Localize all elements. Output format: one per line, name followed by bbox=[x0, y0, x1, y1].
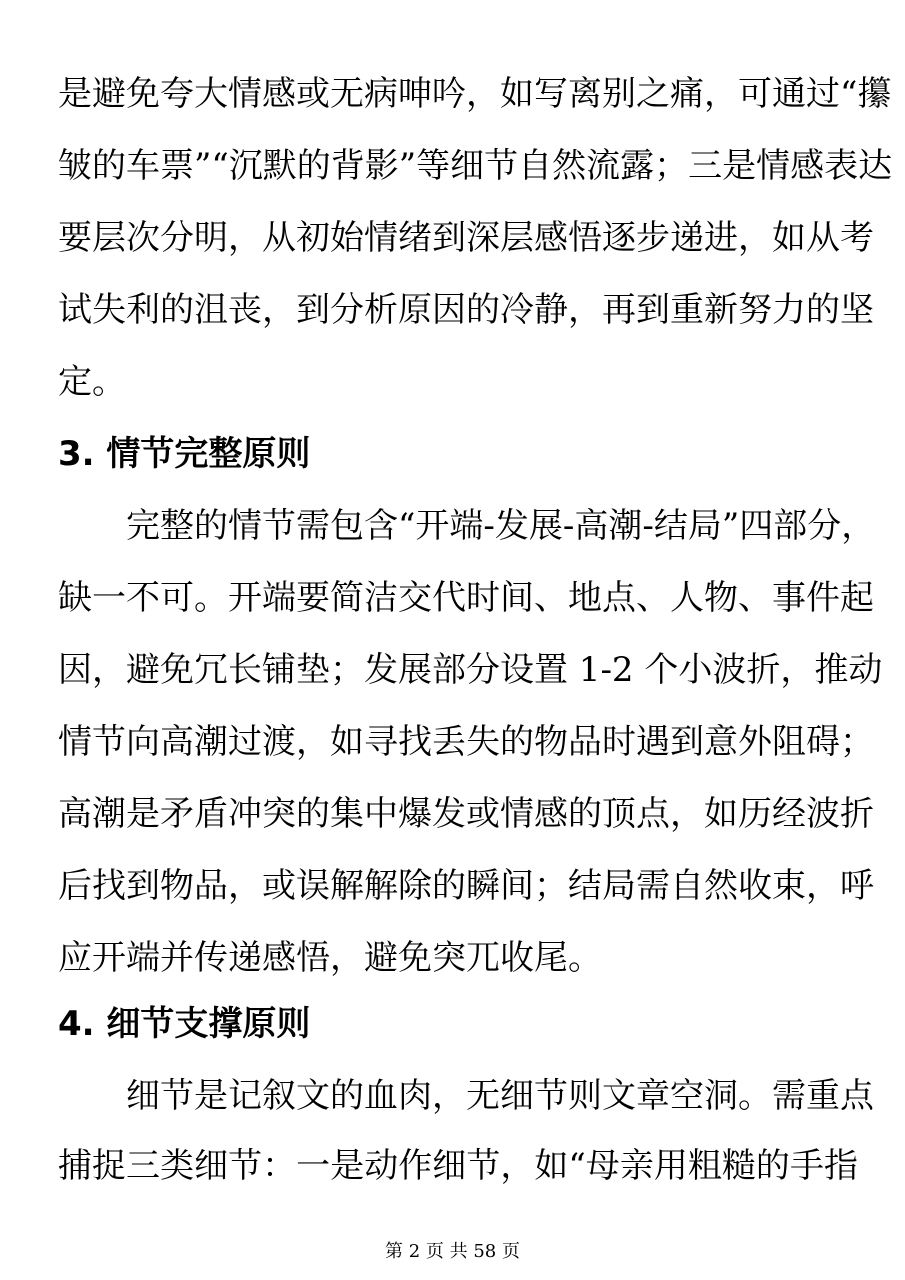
paragraph-line: 试失利的沮丧，到分析原因的冷静，再到重新努力的坚 bbox=[58, 290, 874, 330]
paragraph-line: 后找到物品，或误解解除的瞬间；结局需自然收束，呼 bbox=[58, 866, 874, 906]
paragraph-line: 定。 bbox=[58, 362, 126, 402]
paragraph-line: 是避免夸大情感或无病呻吟，如写离别之痛，可通过“攥 bbox=[58, 74, 892, 114]
page-number-footer: 第 2 页 共 58 页 bbox=[385, 1241, 520, 1262]
paragraph-line: 完整的情节需包含“开端-发展-高潮-结局”四部分， bbox=[126, 506, 876, 546]
paragraph-line: 要层次分明，从初始情绪到深层感悟逐步递进，如从考 bbox=[58, 218, 874, 258]
paragraph-line: 皱的车票”“沉默的背影”等细节自然流露；三是情感表达 bbox=[58, 146, 893, 186]
paragraph-line: 应开端并传递感悟，避免突兀收尾。 bbox=[58, 938, 602, 978]
paragraph-line: 细节是记叙文的血肉，无细节则文章空洞。需重点 bbox=[126, 1076, 874, 1116]
paragraph-line: 因，避免冗长铺垫；发展部分设置 1-2 个小波折，推动 bbox=[58, 650, 883, 690]
paragraph-line: 情节向高潮过渡，如寻找丢失的物品时遇到意外阻碍； bbox=[58, 722, 874, 762]
paragraph-line: 高潮是矛盾冲突的集中爆发或情感的顶点，如历经波折 bbox=[58, 794, 874, 834]
section-heading: 4. 细节支撑原则 bbox=[58, 1004, 311, 1044]
paragraph-line: 捕捉三类细节：一是动作细节，如“母亲用粗糙的手指 bbox=[58, 1146, 858, 1186]
paragraph-line: 缺一不可。开端要简洁交代时间、地点、人物、事件起 bbox=[58, 578, 874, 618]
section-heading: 3. 情节完整原则 bbox=[58, 434, 311, 474]
